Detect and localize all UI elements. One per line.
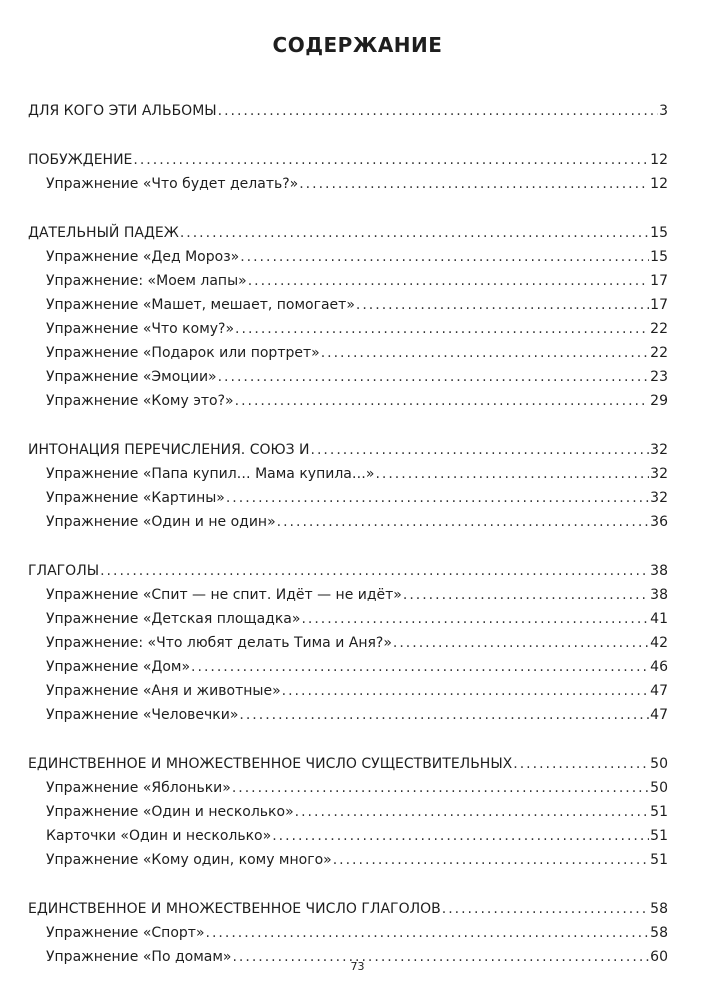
- toc-entry[interactable]: [28, 510, 668, 534]
- page-title: СОДЕРЖАНИЕ: [272, 33, 443, 57]
- toc-page-number: 51: [650, 804, 668, 820]
- toc-entry[interactable]: [28, 607, 668, 631]
- page-number: 73: [350, 960, 365, 973]
- toc-entry-label: Упражнение «Эмоции»: [46, 369, 217, 385]
- dot-leader: [235, 317, 649, 341]
- toc-page-number: 17: [650, 273, 668, 289]
- dot-leader: [191, 655, 649, 679]
- dot-leader: [218, 365, 650, 389]
- dot-leader: [226, 486, 649, 510]
- dot-leader: [295, 800, 650, 824]
- toc-entry[interactable]: [28, 921, 668, 945]
- toc-entry-label: Упражнение «Кому один, кому много»: [46, 852, 332, 868]
- toc-entry-label: Упражнение «Один и не один»: [46, 514, 276, 530]
- toc-page-number: 12: [650, 152, 668, 168]
- toc-section: [28, 559, 668, 727]
- toc-entry[interactable]: [28, 776, 668, 800]
- dot-leader: [248, 269, 649, 293]
- toc-page-number: 22: [650, 321, 668, 337]
- toc-entry-label: Упражнение «Один и несколько»: [46, 804, 294, 820]
- toc-section-heading[interactable]: [28, 897, 668, 921]
- toc-entry-label: Упражнение «Спит — не спит. Идёт — не идёт»: [46, 587, 402, 603]
- dot-leader: [235, 389, 650, 413]
- toc-page-number: 58: [650, 901, 668, 917]
- toc-page-number: 46: [650, 659, 668, 675]
- dot-leader: [513, 752, 649, 776]
- toc-page-number: 51: [650, 828, 668, 844]
- toc-page-number: 29: [650, 393, 668, 409]
- toc-entry[interactable]: [28, 365, 668, 389]
- dot-leader: [239, 703, 649, 727]
- dot-leader: [333, 848, 649, 872]
- table-of-contents: [28, 99, 668, 994]
- toc-page-number: 47: [650, 707, 668, 723]
- toc-entry[interactable]: [28, 317, 668, 341]
- toc-heading-label: ИНТОНАЦИЯ ПЕРЕЧИСЛЕНИЯ. СОЮЗ И: [28, 442, 310, 458]
- dot-leader: [321, 341, 649, 365]
- toc-entry-label: Упражнение «Детская площадка»: [46, 611, 301, 627]
- toc-entry-label: Упражнение «Спорт»: [46, 925, 205, 941]
- toc-entry-label: Упражнение «Машет, мешает, помогает»: [46, 297, 355, 313]
- toc-page-number: 3: [659, 103, 668, 119]
- toc-section: [28, 99, 668, 123]
- toc-entry[interactable]: [28, 486, 668, 510]
- toc-page-number: 50: [650, 780, 668, 796]
- toc-entry-label: Упражнение «Яблоньки»: [46, 780, 231, 796]
- toc-entry[interactable]: [28, 389, 668, 413]
- dot-leader: [272, 824, 649, 848]
- dot-leader: [301, 607, 649, 631]
- toc-section-heading[interactable]: [28, 221, 668, 245]
- toc-entry[interactable]: [28, 462, 668, 486]
- dot-leader: [240, 245, 649, 269]
- toc-entry[interactable]: [28, 269, 668, 293]
- toc-heading-label: ПОБУЖДЕНИЕ: [28, 152, 133, 168]
- dot-leader: [299, 172, 649, 196]
- dot-leader: [375, 462, 649, 486]
- toc-entry-label: Упражнение «Дед Мороз»: [46, 249, 240, 265]
- toc-heading-label: ГЛАГОЛЫ: [28, 563, 100, 579]
- dot-leader: [356, 293, 649, 317]
- toc-heading-label: ДЛЯ КОГО ЭТИ АЛЬБОМЫ: [28, 103, 217, 119]
- toc-entry-label: Упражнение: «Моем лапы»: [46, 273, 247, 289]
- dot-leader: [100, 559, 649, 583]
- toc-entry[interactable]: [28, 655, 668, 679]
- toc-entry-label: Упражнение «Картины»: [46, 490, 225, 506]
- dot-leader: [442, 897, 649, 921]
- toc-section-heading[interactable]: [28, 99, 668, 123]
- toc-page-number: 17: [650, 297, 668, 313]
- toc-page-number: 47: [650, 683, 668, 699]
- dot-leader: [277, 510, 650, 534]
- toc-entry-label: Упражнение «Человечки»: [46, 707, 239, 723]
- toc-entry[interactable]: [28, 848, 668, 872]
- toc-heading-label: ЕДИНСТВЕННОЕ И МНОЖЕСТВЕННОЕ ЧИСЛО ГЛАГОЛОВ: [28, 901, 441, 917]
- dot-leader: [311, 438, 650, 462]
- toc-entry-label: Карточки «Один и несколько»: [46, 828, 272, 844]
- toc-page-number: 41: [650, 611, 668, 627]
- toc-heading-label: ЕДИНСТВЕННОЕ И МНОЖЕСТВЕННОЕ ЧИСЛО СУЩЕСТВИТЕЛЬНЫХ: [28, 756, 513, 772]
- toc-section-heading[interactable]: [28, 438, 668, 462]
- toc-entry-label: Упражнение «Что кому?»: [46, 321, 235, 337]
- toc-entry[interactable]: [28, 703, 668, 727]
- dot-leader: [206, 921, 650, 945]
- dot-leader: [232, 776, 649, 800]
- toc-page-number: 15: [650, 249, 668, 265]
- toc-page-number: 32: [650, 466, 668, 482]
- toc-entry-label: Упражнение «Аня и животные»: [46, 683, 281, 699]
- toc-page-number: 38: [650, 587, 668, 603]
- toc-entry-label: Упражнение «По домам»: [46, 949, 232, 965]
- toc-entry-label: Упражнение «Подарок или портрет»: [46, 345, 320, 361]
- toc-page-number: 36: [650, 514, 668, 530]
- toc-page-number: 60: [650, 949, 668, 965]
- toc-section-heading[interactable]: [28, 148, 668, 172]
- toc-page-number: 58: [650, 925, 668, 941]
- toc-entry-label: Упражнение «Дом»: [46, 659, 191, 675]
- dot-leader: [393, 631, 649, 655]
- toc-entry[interactable]: [28, 341, 668, 365]
- toc-section: [28, 897, 668, 969]
- toc-entry-label: Упражнение «Что будет делать?»: [46, 176, 299, 192]
- dot-leader: [218, 99, 658, 123]
- toc-entry[interactable]: [28, 172, 668, 196]
- toc-section: [28, 438, 668, 534]
- toc-section-heading[interactable]: [28, 559, 668, 583]
- dot-leader: [403, 583, 649, 607]
- toc-entry[interactable]: [28, 293, 668, 317]
- toc-page-number: 22: [650, 345, 668, 361]
- toc-page-number: 23: [650, 369, 668, 385]
- toc-entry[interactable]: [28, 800, 668, 824]
- toc-entry[interactable]: [28, 583, 668, 607]
- toc-page-number: 12: [650, 176, 668, 192]
- toc-page-number: 15: [650, 225, 668, 241]
- toc-entry-label: Упражнение «Кому это?»: [46, 393, 234, 409]
- toc-entry-label: Упражнение «Папа купил… Мама купила…»: [46, 466, 375, 482]
- toc-section: [28, 148, 668, 196]
- toc-heading-label: ДАТЕЛЬНЫЙ ПАДЕЖ: [28, 225, 179, 241]
- dot-leader: [133, 148, 649, 172]
- dot-leader: [180, 221, 649, 245]
- dot-leader: [282, 679, 650, 703]
- toc-entry[interactable]: [28, 679, 668, 703]
- toc-entry-label: Упражнение: «Что любят делать Тима и Аня?»: [46, 635, 392, 651]
- toc-entry[interactable]: [28, 631, 668, 655]
- toc-page-number: 38: [650, 563, 668, 579]
- toc-section: [28, 752, 668, 872]
- toc-page-number: 32: [650, 442, 668, 458]
- toc-page-number: 42: [650, 635, 668, 651]
- toc-page-number: 51: [650, 852, 668, 868]
- toc-section: [28, 221, 668, 413]
- toc-page-number: 50: [650, 756, 668, 772]
- toc-entry[interactable]: [28, 824, 668, 848]
- toc-section-heading[interactable]: [28, 752, 668, 776]
- toc-page-number: 32: [650, 490, 668, 506]
- toc-entry[interactable]: [28, 245, 668, 269]
